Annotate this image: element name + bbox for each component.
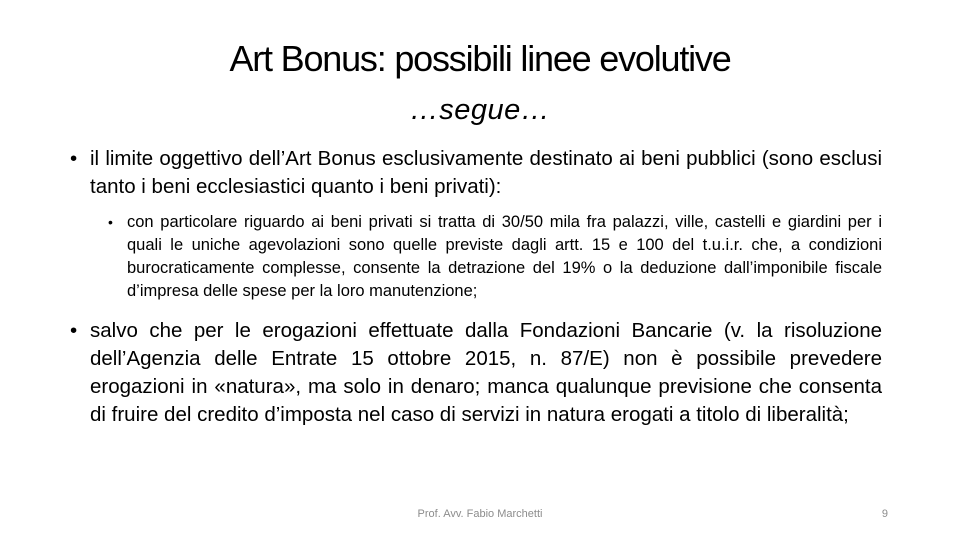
bullet-marker: • xyxy=(70,319,78,342)
bullet-text: salvo che per le erogazioni effettuate dalla Fondazioni Bancarie (v. la risoluzione dell’Agenzia delle Entrate 15 ottobre 2015, n. 87/E) non è possibile prevedere erogazioni in «natura», ma solo in denaro; manca qualunque previsione che consenta di fruire del credito d’imposta nel caso di servizi in natura erogati a titolo di liberalità; xyxy=(90,319,882,426)
slide-body xyxy=(70,145,882,429)
bullet-marker: • xyxy=(108,214,113,230)
slide-title: Art Bonus: possibili linee evolutive xyxy=(229,38,731,79)
bullet-text: il limite oggettivo dell’Art Bonus esclusivamente destinato ai beni pubblici (sono esclusi tanto i beni ecclesiastici quanto i beni privati): xyxy=(90,147,882,198)
slide-subtitle: …segue… xyxy=(409,94,551,126)
bullet-text: con particolare riguardo ai beni privati si tratta di 30/50 mila fra palazzi, ville, castelli e giardini per i quali le uniche agevolazioni sono quelle previste dagli artt. 15 e 100 del t.u.i.r. che, a condizioni burocraticamente complesse, consente la detrazione del 19% o la deduzione dall’imponibile fiscale d’impresa delle spese per la loro manutenzione; xyxy=(127,213,882,300)
bullet-marker: • xyxy=(70,147,78,170)
bullet-item xyxy=(70,317,882,429)
page-number: 9 xyxy=(881,508,888,520)
sub-bullet-item xyxy=(70,211,882,303)
footer-author: Prof. Avv. Fabio Marchetti xyxy=(417,508,543,520)
bullet-item xyxy=(70,145,882,201)
